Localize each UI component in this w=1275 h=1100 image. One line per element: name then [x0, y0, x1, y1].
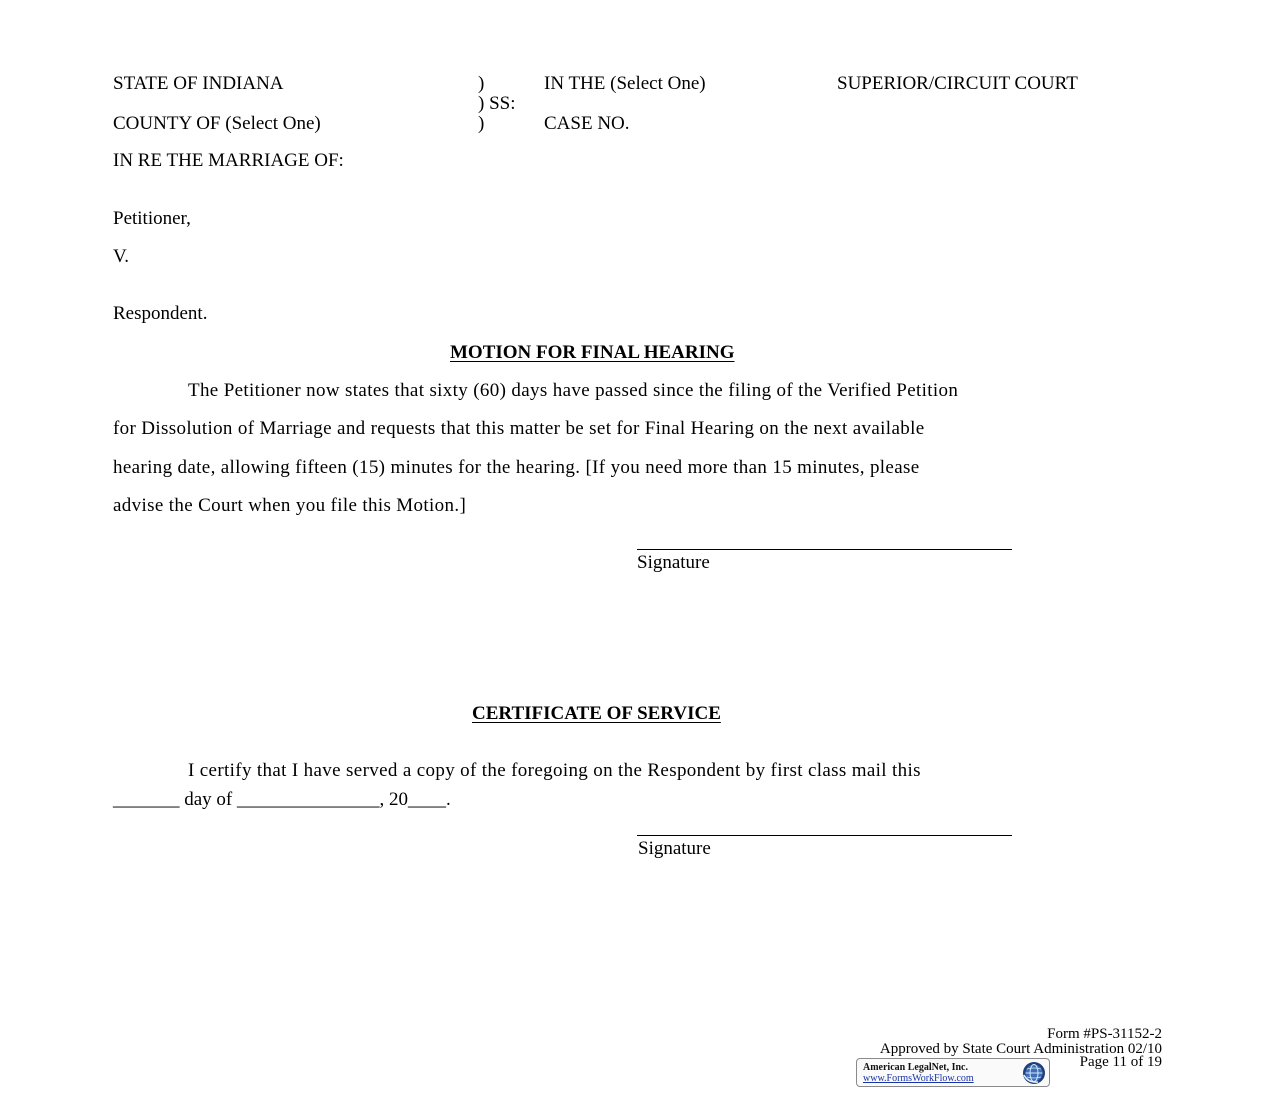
in-re-marriage-label: IN RE THE MARRIAGE OF: [113, 150, 344, 171]
approval-note: Approved by State Court Administration 02/10 [879, 1041, 1162, 1057]
caption-paren-top: ) [478, 73, 485, 94]
logo-company-name: American LegalNet, Inc. [863, 1062, 968, 1073]
petitioner-label: Petitioner, [113, 208, 191, 229]
motion-paragraph-line-1: The Petitioner now states that sixty (60) days have passed since the filing of the Verified Petition [188, 380, 959, 401]
globe-icon [1022, 1061, 1046, 1085]
motion-paragraph-line-3: hearing date, allowing fifteen (15) minutes for the hearing. [If you need more than 15 minutes, please [113, 457, 920, 478]
certificate-date-line[interactable]: _______ day of _______________, 20____. [113, 789, 451, 810]
certificate-title: CERTIFICATE OF SERVICE [472, 703, 721, 724]
motion-paragraph-line-4: advise the Court when you file this Motion.] [113, 495, 467, 516]
caption-ss: ) SS: [478, 93, 516, 114]
motion-title: MOTION FOR FINAL HEARING [450, 342, 735, 363]
certificate-line-1: I certify that I have served a copy of the foregoing on the Respondent by first class mail this [188, 760, 921, 781]
motion-signature-line[interactable] [637, 549, 1012, 550]
court-type-label: SUPERIOR/CIRCUIT COURT [837, 73, 1078, 94]
respondent-label: Respondent. [113, 303, 208, 324]
motion-signature-label: Signature [637, 552, 710, 573]
certificate-signature-label: Signature [638, 838, 711, 859]
case-number-label: CASE NO. [544, 113, 630, 134]
page-number: Page 11 of 19 [1079, 1054, 1162, 1070]
certificate-signature-line[interactable] [637, 835, 1012, 836]
motion-paragraph-line-2: for Dissolution of Marriage and requests that this matter be set for Final Hearing on the next available [113, 418, 925, 439]
state-label: STATE OF INDIANA [113, 73, 284, 94]
american-legalnet-logo[interactable] [856, 1058, 1050, 1087]
logo-website-link[interactable]: www.FormsWorkFlow.com [863, 1073, 974, 1084]
versus-label: V. [113, 246, 130, 267]
form-number: Form #PS-31152-2 [1047, 1026, 1162, 1042]
county-label: COUNTY OF (Select One) [113, 113, 321, 134]
court-select-label: IN THE (Select One) [544, 73, 706, 94]
caption-paren-bottom: ) [478, 113, 485, 134]
